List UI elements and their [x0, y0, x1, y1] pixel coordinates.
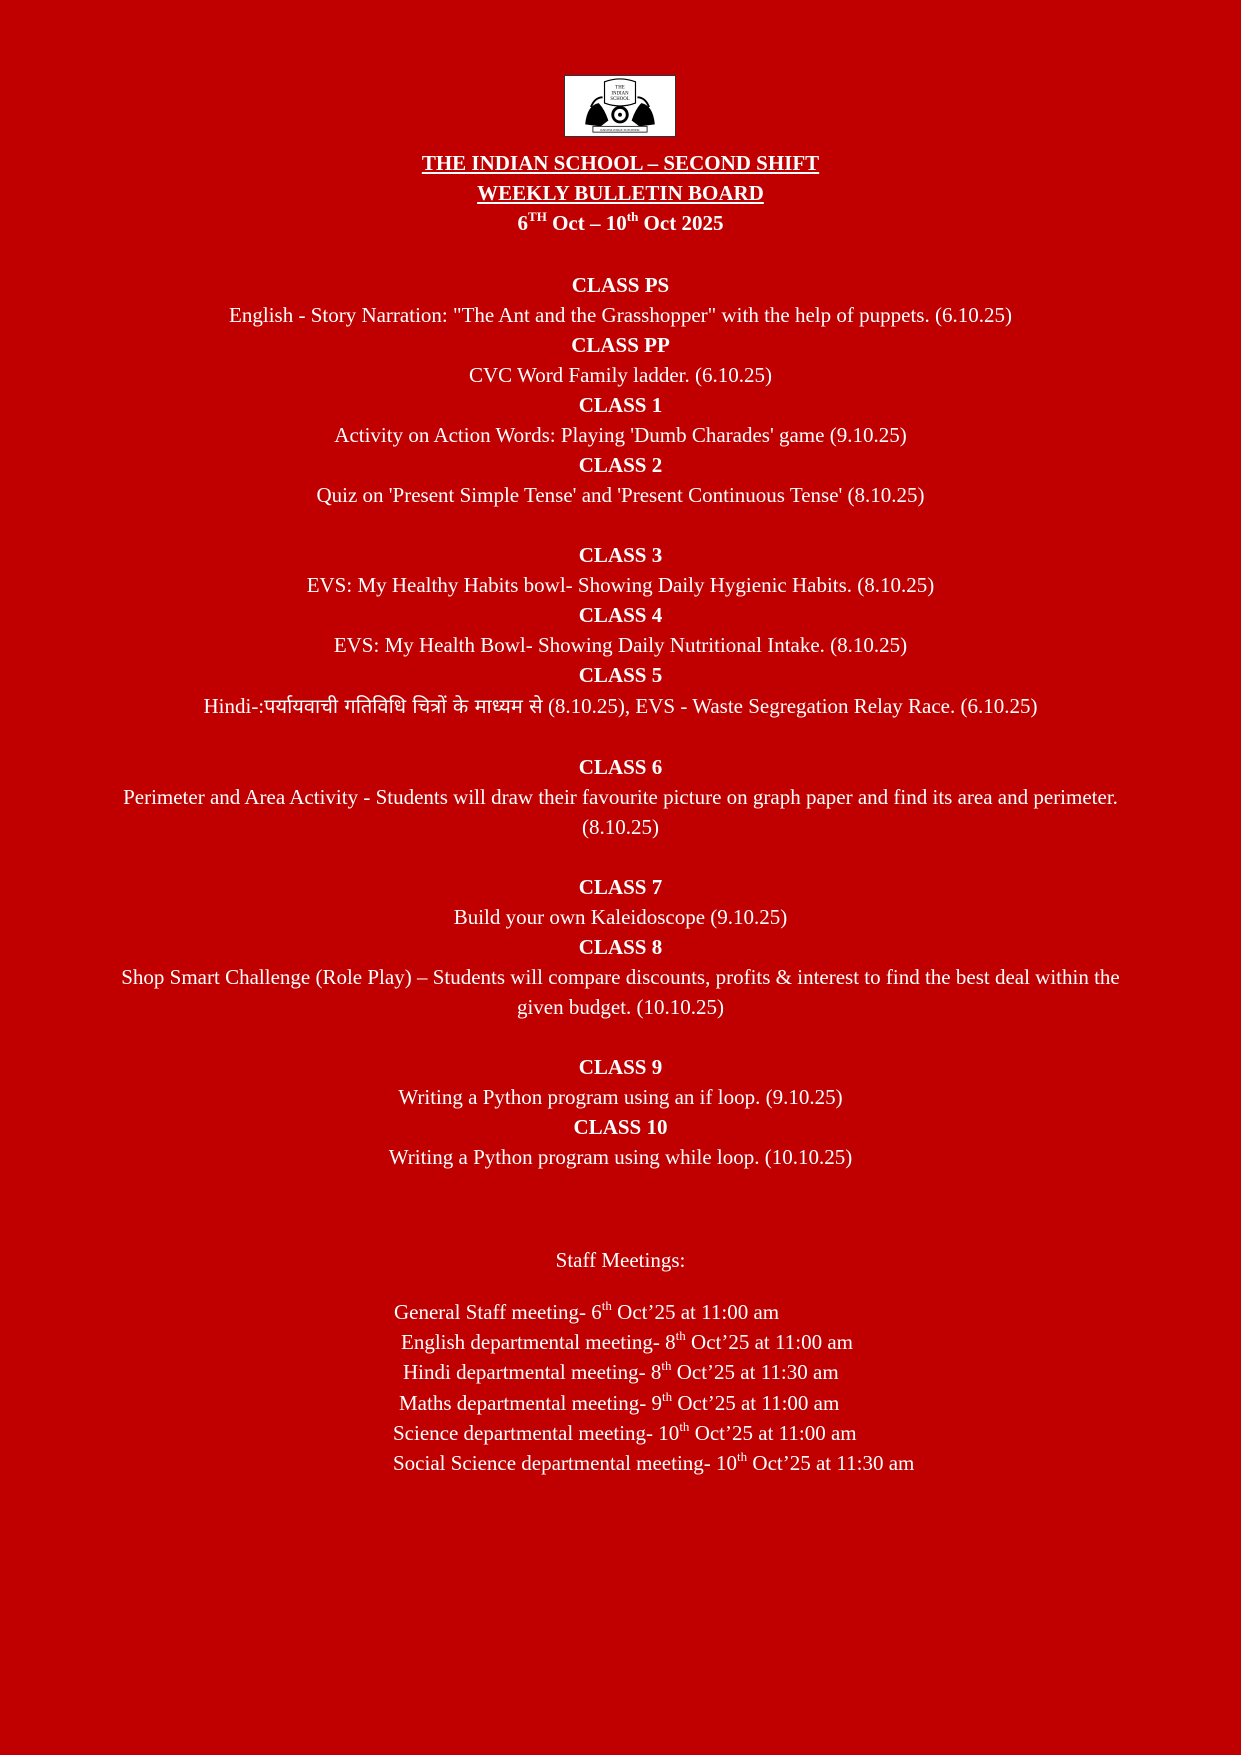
class-title-2: CLASS 2	[578, 453, 663, 477]
svg-text:KNOWLEDGE IS POWER: KNOWLEDGE IS POWER	[600, 128, 640, 133]
bulletin-title: WEEKLY BULLETIN BOARD	[477, 181, 764, 205]
class-activity-5: Hindi-:पर्यायवाची गतिविधि चित्रों के माध्यम से (8.10.25), EVS - Waste Segregation Relay Race. (6.10.25)	[203, 694, 1038, 718]
class-activity-4: EVS: My Health Bowl- Showing Daily Nutritional Intake. (8.10.25)	[333, 633, 908, 657]
meeting-item: English departmental meeting- 8th Oct’25 at 11:00 am	[401, 1328, 853, 1354]
class-activity-1: Activity on Action Words: Playing 'Dumb Charades' game (9.10.25)	[334, 423, 907, 447]
class-activity-8: Shop Smart Challenge (Role Play) – Students will compare discounts, profits & interest to find the best deal within the given budget. (10.10.25)	[121, 965, 1120, 1019]
class-activity-2: Quiz on 'Present Simple Tense' and 'Present Continuous Tense' (8.10.25)	[316, 483, 925, 507]
svg-text:THE: THE	[615, 85, 625, 91]
class-title-3: CLASS 3	[578, 543, 663, 567]
class-title-5: CLASS 5	[578, 663, 663, 687]
svg-text:INDIAN: INDIAN	[611, 91, 629, 97]
meeting-item: Science departmental meeting- 10th Oct’25 at 11:00 am	[393, 1419, 857, 1445]
class-activity-10: Writing a Python program using while loop. (10.10.25)	[388, 1145, 853, 1169]
date-range: 6TH Oct – 10th Oct 2025	[517, 209, 724, 235]
meeting-item: Hindi departmental meeting- 8th Oct’25 at 11:30 am	[403, 1358, 839, 1384]
class-title-4: CLASS 4	[578, 603, 663, 627]
school-crest-icon	[565, 76, 675, 136]
bulletin-header	[0, 148, 1241, 238]
svg-text:SCHOOL: SCHOOL	[610, 97, 630, 103]
meeting-item: Maths departmental meeting- 9th Oct’25 at 11:00 am	[399, 1389, 840, 1415]
school-logo	[564, 75, 676, 137]
class-activities	[110, 270, 1131, 1172]
class-activity-3: EVS: My Healthy Habits bowl- Showing Daily Hygienic Habits. (8.10.25)	[306, 573, 935, 597]
class-activity-7: Build your own Kaleidoscope (9.10.25)	[453, 905, 788, 929]
class-title-ps: CLASS PS	[571, 273, 670, 297]
class-title-7: CLASS 7	[578, 875, 663, 899]
meeting-item: Social Science departmental meeting- 10th Oct’25 at 11:30 am	[393, 1449, 915, 1475]
class-activity-pp: CVC Word Family ladder. (6.10.25)	[469, 363, 772, 387]
class-title-9: CLASS 9	[578, 1055, 663, 1079]
meeting-item: General Staff meeting- 6th Oct’25 at 11:00 am	[394, 1298, 780, 1324]
class-title-pp: CLASS PP	[571, 333, 670, 357]
class-activity-6: Perimeter and Area Activity - Students will draw their favourite picture on graph paper and find its area and perimeter. (8.10.25)	[123, 785, 1118, 839]
class-activity-9: Writing a Python program using an if loop. (9.10.25)	[398, 1085, 843, 1109]
staff-meetings-title: Staff Meetings:	[555, 1248, 686, 1272]
class-title-6: CLASS 6	[578, 755, 663, 779]
school-title: THE INDIAN SCHOOL – SECOND SHIFT	[421, 151, 820, 175]
class-title-1: CLASS 1	[578, 393, 663, 417]
class-title-10: CLASS 10	[573, 1115, 668, 1139]
class-activity-ps: English - Story Narration: "The Ant and the Grasshopper" with the help of puppets. (6.10.25)	[229, 303, 1012, 327]
class-title-8: CLASS 8	[578, 935, 663, 959]
